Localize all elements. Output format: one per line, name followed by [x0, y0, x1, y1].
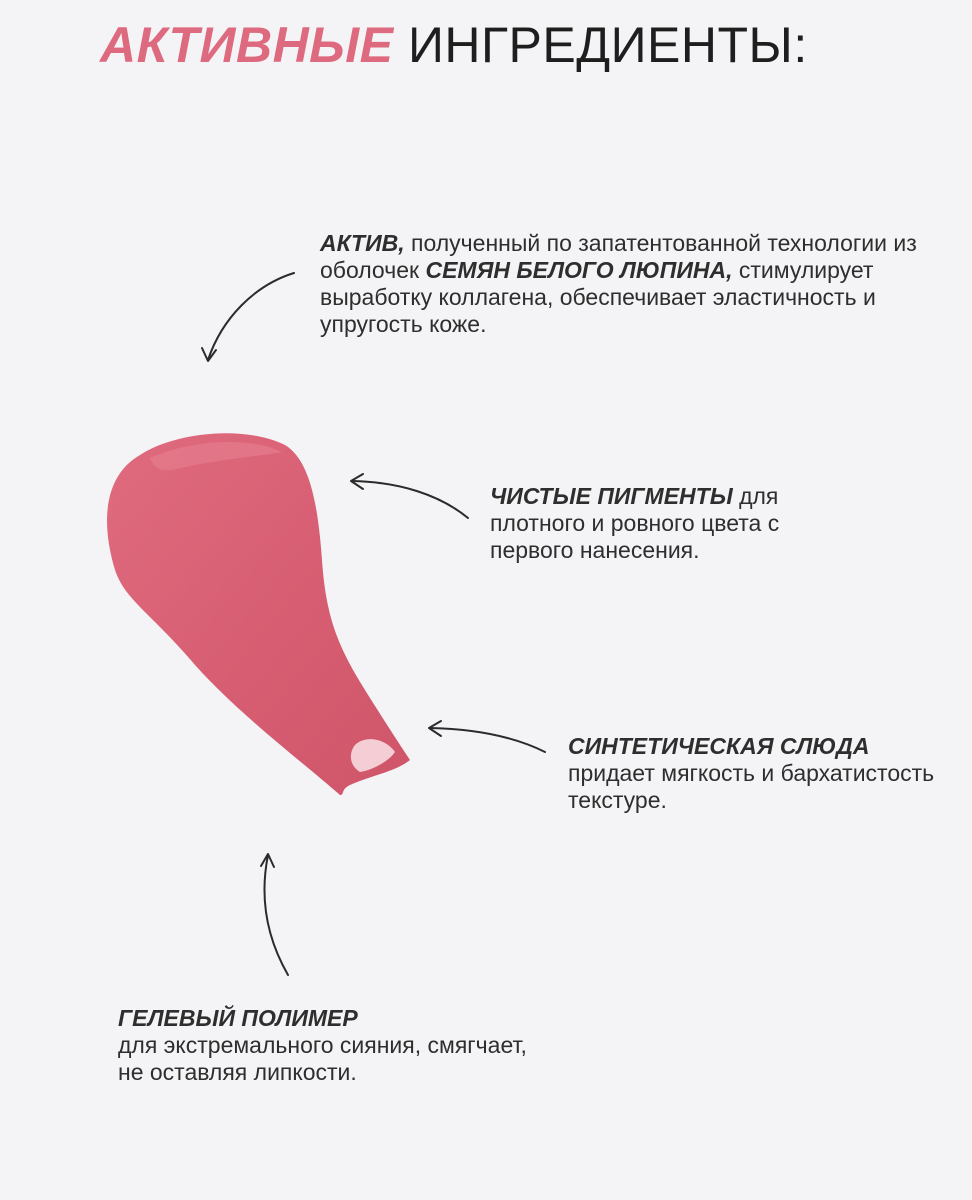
ingredient-name: АКТИВ, [320, 230, 405, 256]
ingredient-text: для экстремального сияния, смягчает, не оставляя липкости. [118, 1032, 527, 1085]
lipstick-swatch [107, 433, 410, 795]
ingredient-pigments [490, 483, 850, 564]
arrow-3 [429, 721, 545, 752]
page-title [100, 14, 808, 76]
ingredient-active [320, 230, 940, 338]
arrow-4 [261, 854, 288, 975]
ingredient-name: СЕМЯН БЕЛОГО ЛЮПИНА, [425, 257, 733, 283]
title-accent: АКТИВНЫЕ [100, 17, 394, 73]
ingredient-name: ГЕЛЕВЫЙ ПОЛИМЕР [118, 1005, 358, 1031]
ingredient-gel-polymer [118, 1005, 558, 1086]
title-rest: ИНГРЕДИЕНТЫ: [407, 17, 808, 73]
ingredient-name: ЧИСТЫЕ ПИГМЕНТЫ [490, 483, 733, 509]
ingredient-text: придает мягкость и бархатистость текстуре. [568, 760, 935, 813]
ingredient-name: СИНТЕТИЧЕСКАЯ СЛЮДА [568, 733, 870, 759]
ingredient-mica [568, 733, 948, 814]
arrow-1 [202, 273, 294, 361]
ingredient-text: полученный по запатентованной технологии из оболочек [320, 230, 917, 283]
ingredient-text: для плотного и ровного цвета с первого нанесения. [490, 483, 780, 563]
arrow-2 [351, 474, 468, 518]
ingredient-text: стимулирует выработку коллагена, обеспечивает эластичность и упругость коже. [320, 257, 876, 337]
